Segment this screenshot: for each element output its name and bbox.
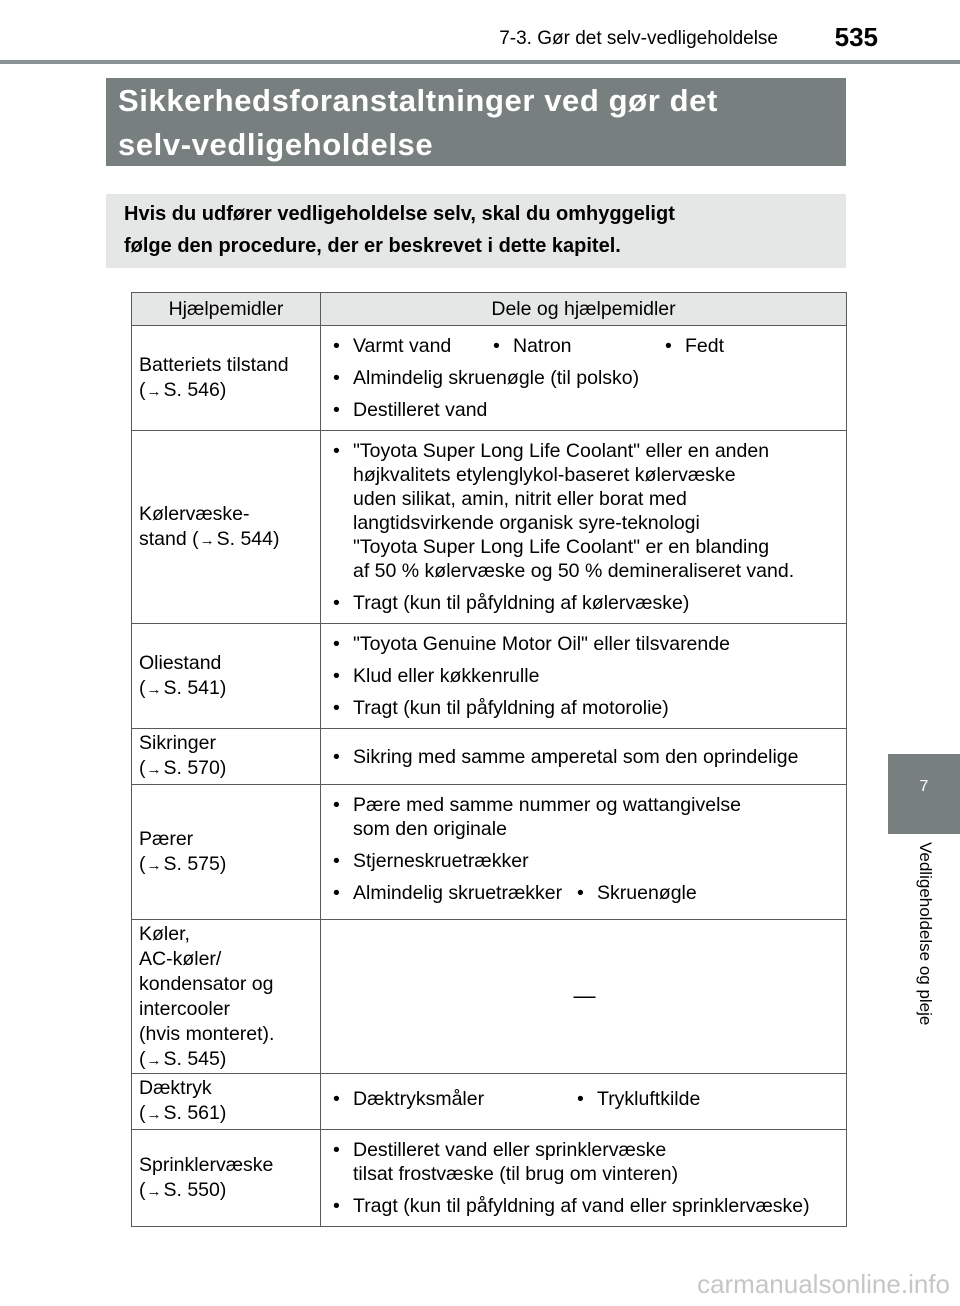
table-row: [132, 624, 847, 729]
table-row: [132, 1074, 847, 1130]
row-label: [132, 431, 321, 624]
ref-arrow-icon: →: [199, 531, 215, 549]
label-line: AC-køler/: [139, 948, 222, 970]
list-item: • Tragt (kun til påfyldning af vand eller sprinklervæske): [333, 1194, 836, 1218]
watermark: carmanualsonline.info: [697, 1269, 950, 1299]
label-line: (→ S. 575): [139, 852, 227, 875]
label-line: Kølervæske-: [139, 502, 250, 525]
item-line: • Pære med samme nummer og wattangivelse: [353, 794, 741, 816]
ref-arrow-icon: →: [146, 856, 162, 874]
list-item: • Varmt vand: [333, 334, 493, 358]
label-line: Oliestand: [139, 651, 222, 674]
page-reference: S. 550): [163, 1178, 227, 1201]
chapter-number: 7: [919, 778, 929, 795]
column-header: Hjælpemidler: [132, 293, 321, 326]
list-item: • Tragt (kun til påfyldning af motorolie): [333, 696, 836, 720]
row-items: [321, 431, 847, 624]
page-reference: S. 570): [163, 757, 227, 779]
label-line: (→ S. 550): [139, 1178, 227, 1201]
label-line: (→ S. 545): [139, 1048, 227, 1070]
section-title-line: selv-vedligeholdelse: [118, 127, 434, 162]
page-number: 535: [834, 22, 878, 52]
label-text: stand (: [139, 527, 199, 550]
intro-text-line: følge den procedure, der er beskrevet i dette kapitel.: [124, 235, 621, 257]
chapter-side-label: Vedligeholdelse og pleje: [916, 842, 935, 1026]
list-item: • Stjerneskruetrækker: [333, 849, 836, 873]
list-item: • Sikring med samme amperetal som den oprindelige: [333, 745, 836, 769]
list-item: • Natron: [493, 334, 665, 358]
row-items: [321, 1130, 847, 1227]
row-items: [321, 920, 847, 1074]
chapter-tab: [888, 754, 960, 834]
ref-arrow-icon: →: [146, 761, 162, 778]
row-items: [321, 785, 847, 920]
list-item: • Klud eller køkkenrulle: [333, 664, 836, 688]
list-item: • Destilleret vand: [333, 398, 836, 422]
page-reference: S. 541): [163, 676, 227, 699]
label-line: (→ S. 561): [139, 1102, 227, 1124]
item-line: "Toyota Super Long Life Coolant" er en blanding: [353, 536, 770, 558]
page-reference: S. 544): [216, 527, 280, 550]
label-line: (→ S. 570): [139, 757, 227, 779]
table-row: [132, 729, 847, 785]
running-header-title: 7-3. Gør det selv-vedligeholdelse: [499, 28, 778, 49]
ref-arrow-icon: →: [146, 1052, 162, 1069]
item-line: • Destilleret vand eller sprinklervæske: [353, 1139, 667, 1161]
label-line: Sikringer: [139, 732, 216, 754]
row-items: [321, 624, 847, 729]
intro-box: [106, 194, 846, 268]
list-item: [333, 1138, 836, 1186]
item-group: [333, 1087, 836, 1111]
column-header: Dele og hjælpemidler: [321, 293, 847, 326]
item-group: [333, 881, 836, 905]
table-row: [132, 920, 847, 1074]
label-line: (→ S. 541): [139, 676, 227, 699]
table-row: [132, 1130, 847, 1227]
row-label: [132, 1074, 321, 1130]
list-item: • Almindelig skruetrækker: [333, 881, 577, 905]
ref-arrow-icon: →: [146, 1182, 162, 1200]
no-items-dash: —: [573, 982, 596, 1008]
list-item: • Tragt (kun til påfyldning af kølervæske): [333, 591, 836, 615]
table-row: [132, 326, 847, 431]
row-label: [132, 1130, 321, 1227]
list-item: [333, 439, 836, 583]
list-item: • Almindelig skruenøgle (til polsko): [333, 366, 836, 390]
row-label: [132, 785, 321, 920]
label-line: Dæktryk: [139, 1077, 212, 1099]
list-item: • Fedt: [665, 334, 724, 358]
label-line: [139, 527, 313, 553]
row-label: [132, 624, 321, 729]
ref-arrow-icon: →: [146, 680, 162, 698]
section-title-banner: [106, 78, 846, 166]
label-line: Sprinklervæske: [139, 1153, 274, 1176]
item-line: tilsat frostvæske (til brug om vinteren): [353, 1163, 679, 1185]
list-item: • "Toyota Genuine Motor Oil" eller tilsvarende: [333, 632, 836, 656]
list-item: • Dæktryksmåler: [333, 1087, 577, 1111]
page-reference: S. 545): [163, 1048, 227, 1070]
list-item: [333, 793, 836, 841]
row-label: [132, 326, 321, 431]
label-line: Køler,: [139, 923, 190, 945]
label-line: intercooler: [139, 998, 231, 1020]
section-title-line: Sikkerhedsforanstaltninger ved gør det: [118, 83, 718, 118]
header-rule: [0, 60, 960, 64]
item-line: af 50 % kølervæske og 50 % demineraliseret vand.: [353, 560, 795, 582]
page-reference: S. 575): [163, 852, 227, 875]
list-item: • Trykluftkilde: [577, 1087, 700, 1111]
label-line: Pærer: [139, 827, 194, 850]
page-reference: S. 546): [163, 378, 227, 401]
item-line: højkvalitets etylenglykol-baseret kølervæske: [353, 464, 736, 486]
item-line: som den originale: [353, 818, 507, 840]
list-item: • Skruenøgle: [577, 881, 697, 905]
row-label: [132, 920, 321, 1074]
table-header-row: [132, 293, 847, 326]
ref-arrow-icon: →: [146, 1106, 162, 1123]
table-row: [132, 785, 847, 920]
ref-arrow-icon: →: [146, 382, 162, 400]
row-items: [321, 326, 847, 431]
item-line: uden silikat, amin, nitrit eller borat med: [353, 488, 687, 510]
page-reference: S. 561): [163, 1102, 227, 1124]
row-items: [321, 729, 847, 785]
tools-table: [131, 292, 847, 1227]
row-label: [132, 729, 321, 785]
label-line: kondensator og: [139, 973, 274, 995]
label-line: (→ S. 546): [139, 378, 227, 401]
row-items: [321, 1074, 847, 1130]
label-line: (hvis monteret).: [139, 1023, 275, 1045]
label-line: Batteriets tilstand: [139, 353, 289, 376]
item-group: [333, 334, 836, 358]
table-row: [132, 431, 847, 624]
item-line: langtidsvirkende organisk syre-teknologi: [353, 512, 700, 534]
item-line: • "Toyota Super Long Life Coolant" eller en anden: [353, 440, 770, 462]
intro-text-line: Hvis du udfører vedligeholdelse selv, skal du omhyggeligt: [124, 203, 675, 225]
